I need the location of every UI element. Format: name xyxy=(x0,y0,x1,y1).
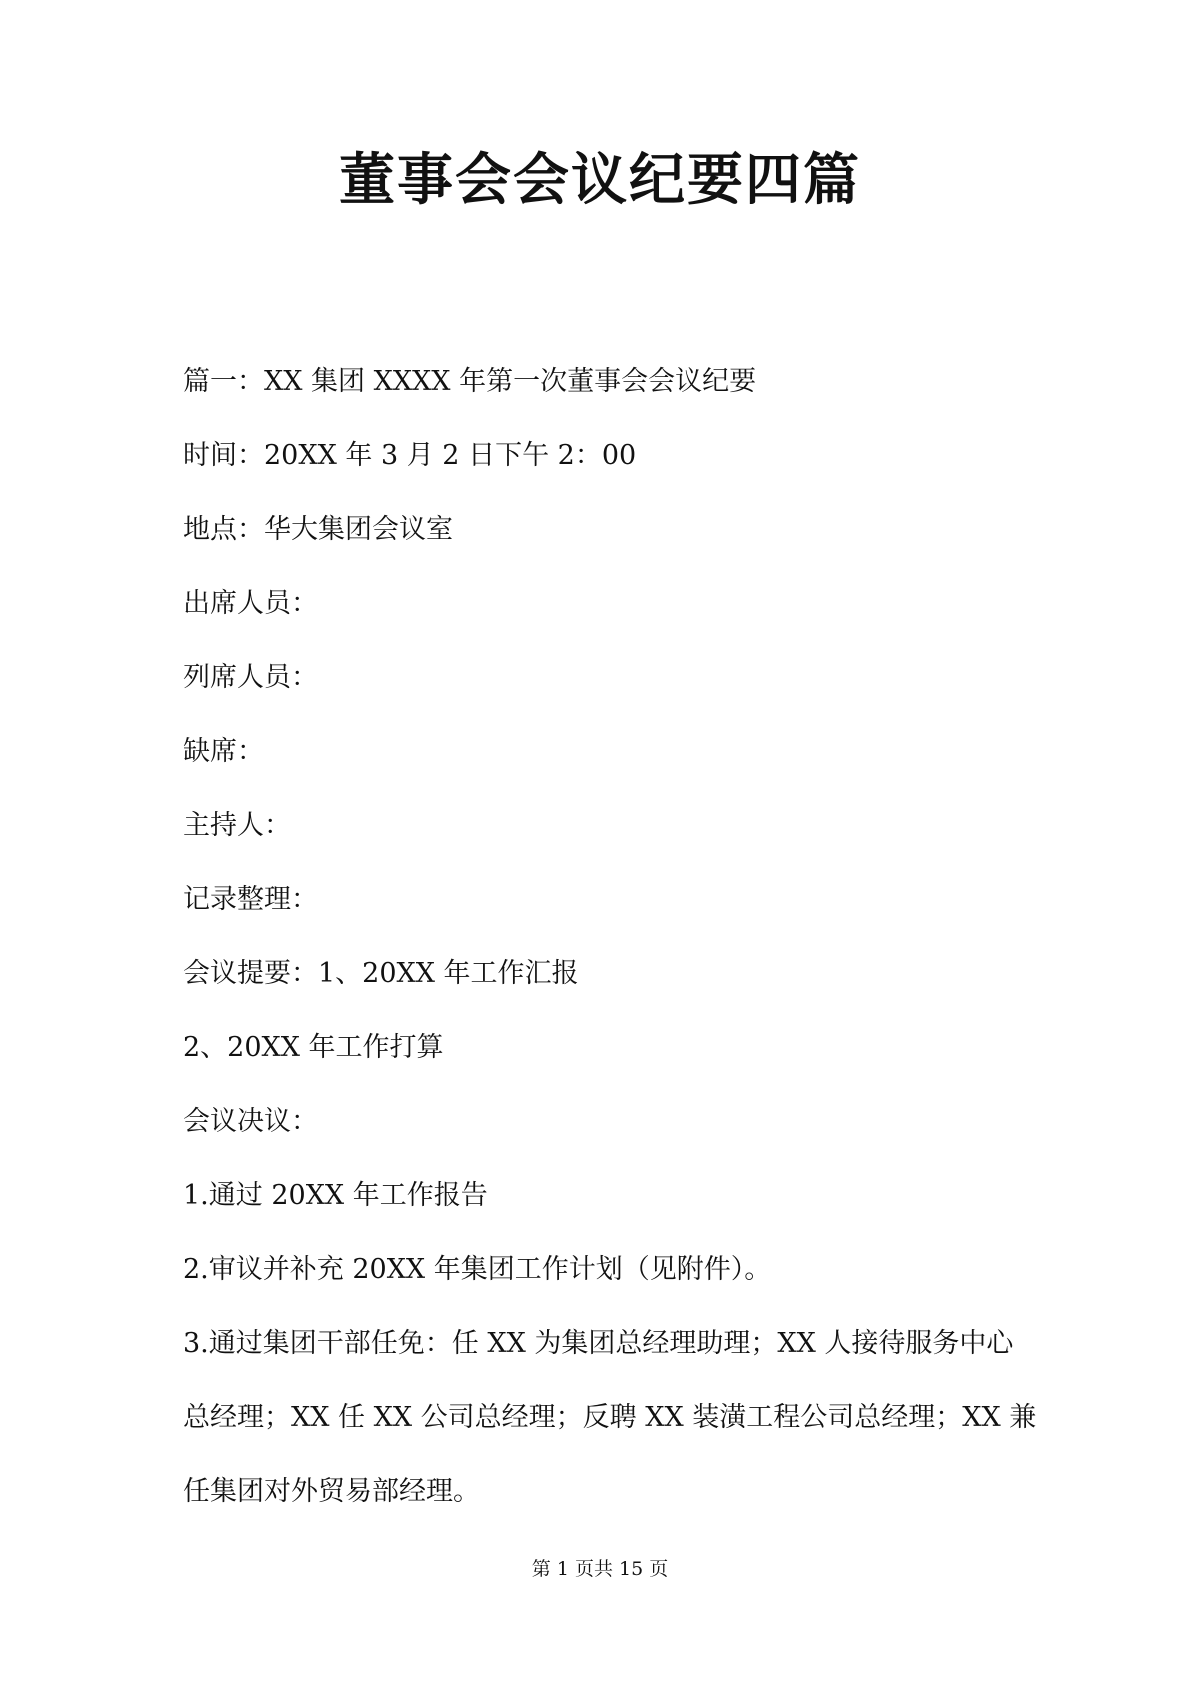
host: 主持人： xyxy=(183,810,291,841)
resolution-3-line-1: 3.通过集团干部任免：任 XX 为集团总经理助理；XX 人接待服务中心 xyxy=(183,1328,1014,1359)
absentees: 缺席： xyxy=(183,736,264,767)
resolution-2: 2.审议并补充 20XX 年集团工作计划（见附件）。 xyxy=(183,1254,772,1285)
document-body xyxy=(183,345,1043,1529)
section-heading: 篇一：XX 集团 XXXX 年第一次董事会会议纪要 xyxy=(183,366,757,397)
meeting-location: 地点：华大集团会议室 xyxy=(183,514,453,545)
resolution-3-line-2: 总经理；XX 任 XX 公司总经理；反聘 XX 装潢工程公司总经理；XX 兼 xyxy=(183,1402,1037,1433)
agenda-item-1: 会议提要：1、20XX 年工作汇报 xyxy=(183,958,579,989)
page-footer: 第 1 页共 15 页 xyxy=(531,1558,669,1580)
resolution-1: 1.通过 20XX 年工作报告 xyxy=(183,1180,488,1211)
resolutions-heading: 会议决议： xyxy=(183,1106,318,1137)
attendees: 出席人员： xyxy=(183,588,318,619)
observers: 列席人员： xyxy=(183,662,318,693)
document-title: 董事会会议纪要四篇 xyxy=(339,147,861,213)
agenda-item-2: 2、20XX 年工作打算 xyxy=(183,1032,444,1063)
resolution-3-line-3: 任集团对外贸易部经理。 xyxy=(183,1476,480,1507)
recorder: 记录整理： xyxy=(183,884,318,915)
meeting-time: 时间：20XX 年 3 月 2 日下午 2：00 xyxy=(183,440,637,471)
